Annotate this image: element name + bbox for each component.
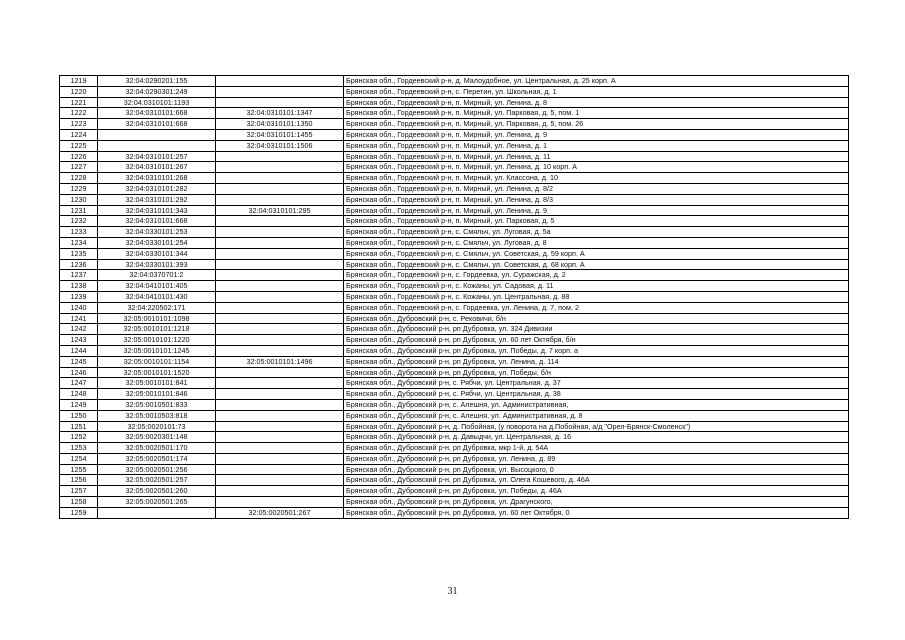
cadastral-number-cell: 32:05:0020501:257 — [98, 475, 216, 486]
row-number-cell: 1250 — [60, 410, 98, 421]
row-number-cell: 1235 — [60, 248, 98, 259]
address-cell: Брянская обл., Гордеевский р-н, п. Мирный, ул. Ленина, д. 9 — [344, 205, 849, 216]
row-number-cell: 1226 — [60, 151, 98, 162]
table-row — [60, 119, 849, 130]
table-row — [60, 324, 849, 335]
table-row — [60, 216, 849, 227]
property-table-body — [60, 76, 849, 519]
linked-cadastral-number-cell — [216, 410, 344, 421]
linked-cadastral-number-cell: 32:04:0310101:1350 — [216, 119, 344, 130]
row-number-cell: 1219 — [60, 76, 98, 87]
table-row — [60, 497, 849, 508]
row-number-cell: 1253 — [60, 443, 98, 454]
table-row — [60, 443, 849, 454]
cadastral-number-cell: 32:05:0010101:846 — [98, 389, 216, 400]
table-row — [60, 389, 849, 400]
address-cell: Брянская обл., Гордеевский р-н, д. Малоудобное, ул. Центральная, д. 25 корп. А — [344, 76, 849, 87]
linked-cadastral-number-cell: 32:04:0310101:295 — [216, 205, 344, 216]
cadastral-number-cell: 32:04:0310101:267 — [98, 162, 216, 173]
row-number-cell: 1239 — [60, 291, 98, 302]
linked-cadastral-number-cell — [216, 324, 344, 335]
linked-cadastral-number-cell — [216, 194, 344, 205]
cadastral-number-cell: 32:05:0020301:148 — [98, 432, 216, 443]
linked-cadastral-number-cell — [216, 335, 344, 346]
address-cell: Брянская обл., Дубровский р-н, с. Алешня, ул. Административная, д. 8 — [344, 410, 849, 421]
table-row — [60, 302, 849, 313]
address-cell: Брянская обл., Гордеевский р-н, п. Мирный, ул. Парковая, д. 5, пом. 1 — [344, 108, 849, 119]
table-row — [60, 270, 849, 281]
table-row — [60, 486, 849, 497]
linked-cadastral-number-cell — [216, 281, 344, 292]
row-number-cell: 1248 — [60, 389, 98, 400]
row-number-cell: 1229 — [60, 183, 98, 194]
row-number-cell: 1256 — [60, 475, 98, 486]
address-cell: Брянская обл., Дубровский р-н, рп Дубровка, ул. Победы, д. 46А — [344, 486, 849, 497]
linked-cadastral-number-cell — [216, 302, 344, 313]
address-cell: Брянская обл., Гордеевский р-н, п. Мирный, ул. Ленина, д. 8/3 — [344, 194, 849, 205]
linked-cadastral-number-cell — [216, 475, 344, 486]
linked-cadastral-number-cell: 32:04:0310101:1347 — [216, 108, 344, 119]
address-cell: Брянская обл., Дубровский р-н, с. Рековичи, б/н — [344, 313, 849, 324]
cadastral-number-cell: 32:04:0310101:268 — [98, 173, 216, 184]
cadastral-number-cell: 32:05:0010101:1245 — [98, 345, 216, 356]
table-row — [60, 76, 849, 87]
linked-cadastral-number-cell — [216, 173, 344, 184]
row-number-cell: 1243 — [60, 335, 98, 346]
cadastral-number-cell: 32:05:0010101:1220 — [98, 335, 216, 346]
row-number-cell: 1228 — [60, 173, 98, 184]
table-row — [60, 356, 849, 367]
address-cell: Брянская обл., Гордеевский р-н, п. Мирный, ул. Ленина, д. 1 — [344, 140, 849, 151]
address-cell: Брянская обл., Гордеевский р-н, п. Мирный, ул. Классона, д. 10 — [344, 173, 849, 184]
row-number-cell: 1245 — [60, 356, 98, 367]
address-cell: Брянская обл., Дубровский р-н, рп Дубровка, ул. Победы, б/н — [344, 367, 849, 378]
row-number-cell: 1242 — [60, 324, 98, 335]
table-row — [60, 453, 849, 464]
table-row — [60, 345, 849, 356]
table-row — [60, 410, 849, 421]
linked-cadastral-number-cell — [216, 453, 344, 464]
table-row — [60, 129, 849, 140]
address-cell: Брянская обл., Дубровский р-н, рп Дубровка, ул. 324 Дивизии — [344, 324, 849, 335]
row-number-cell: 1258 — [60, 497, 98, 508]
linked-cadastral-number-cell: 32:05:0010101:1496 — [216, 356, 344, 367]
table-row — [60, 227, 849, 238]
linked-cadastral-number-cell — [216, 378, 344, 389]
address-cell: Брянская обл., Гордеевский р-н, с. Кожаны, ул. Садовая, д. 11 — [344, 281, 849, 292]
table-row — [60, 259, 849, 270]
address-cell: Брянская обл., Дубровский р-н, с. Рябчи, ул. Центральная, д. 37 — [344, 378, 849, 389]
address-cell: Брянская обл., Дубровский р-н, с. Алешня, ул. Административная, — [344, 399, 849, 410]
cadastral-number-cell: 32:04:220502:171 — [98, 302, 216, 313]
address-cell: Брянская обл., Дубровский р-н, рп Дубровка, ул. Драгунского, — [344, 497, 849, 508]
cadastral-number-cell: 32:04:0290301:249 — [98, 86, 216, 97]
cadastral-number-cell: 32:05:0010101:1154 — [98, 356, 216, 367]
linked-cadastral-number-cell: 32:05:0020501:267 — [216, 507, 344, 518]
linked-cadastral-number-cell — [216, 464, 344, 475]
table-row — [60, 97, 849, 108]
table-row — [60, 291, 849, 302]
row-number-cell: 1221 — [60, 97, 98, 108]
cadastral-number-cell: 32:05:0010101:841 — [98, 378, 216, 389]
cadastral-number-cell: 32:05:0010101:1520 — [98, 367, 216, 378]
table-row — [60, 475, 849, 486]
row-number-cell: 1246 — [60, 367, 98, 378]
row-number-cell: 1247 — [60, 378, 98, 389]
cadastral-number-cell: 32:04:0310101:343 — [98, 205, 216, 216]
cadastral-number-cell: 32:05:0010503:818 — [98, 410, 216, 421]
table-row — [60, 194, 849, 205]
cadastral-number-cell: 32:04:0410101:405 — [98, 281, 216, 292]
address-cell: Брянская обл., Гордеевский р-н, с. Смяльч, ул. Луговая, д. 5а — [344, 227, 849, 238]
linked-cadastral-number-cell — [216, 151, 344, 162]
linked-cadastral-number-cell — [216, 97, 344, 108]
cadastral-number-cell: 32:05:0020101:73 — [98, 421, 216, 432]
address-cell: Брянская обл., Дубровский р-н, рп Дубровка, ул. 60 лет Октября, 0 — [344, 507, 849, 518]
linked-cadastral-number-cell — [216, 270, 344, 281]
cadastral-number-cell: 32:05:0020501:170 — [98, 443, 216, 454]
cadastral-number-cell: 32:05:0010101:1098 — [98, 313, 216, 324]
cadastral-number-cell: 32:04:0310101:257 — [98, 151, 216, 162]
address-cell: Брянская обл., Дубровский р-н, рп Дубровка, мкр 1-й, д. 54А — [344, 443, 849, 454]
table-row — [60, 205, 849, 216]
cadastral-number-cell — [98, 129, 216, 140]
address-cell: Брянская обл., Дубровский р-н, рп Дубровка, ул. Ленина, д. 89 — [344, 453, 849, 464]
linked-cadastral-number-cell — [216, 443, 344, 454]
cadastral-number-cell: 32:04:0370701:2 — [98, 270, 216, 281]
row-number-cell: 1225 — [60, 140, 98, 151]
table-row — [60, 399, 849, 410]
cadastral-number-cell: 32:04:0310101:668 — [98, 119, 216, 130]
cadastral-number-cell: 32:04:0310101:282 — [98, 183, 216, 194]
table-row — [60, 173, 849, 184]
property-table — [59, 75, 849, 519]
linked-cadastral-number-cell — [216, 345, 344, 356]
row-number-cell: 1255 — [60, 464, 98, 475]
linked-cadastral-number-cell — [216, 227, 344, 238]
cadastral-number-cell: 32:05:0010501:833 — [98, 399, 216, 410]
linked-cadastral-number-cell — [216, 497, 344, 508]
table-row — [60, 108, 849, 119]
row-number-cell: 1238 — [60, 281, 98, 292]
linked-cadastral-number-cell — [216, 259, 344, 270]
row-number-cell: 1237 — [60, 270, 98, 281]
row-number-cell: 1223 — [60, 119, 98, 130]
address-cell: Брянская обл., Дубровский р-н, рп Дубровка, ул. Высоцкого, 0 — [344, 464, 849, 475]
cadastral-number-cell: 32:05:0020501:260 — [98, 486, 216, 497]
address-cell: Брянская обл., Гордеевский р-н, п. Мирный, ул. Парковая, д. 5, пом. 26 — [344, 119, 849, 130]
row-number-cell: 1244 — [60, 345, 98, 356]
linked-cadastral-number-cell: 32:04:0310101:1506 — [216, 140, 344, 151]
table-row — [60, 281, 849, 292]
table-row — [60, 432, 849, 443]
row-number-cell: 1222 — [60, 108, 98, 119]
linked-cadastral-number-cell — [216, 486, 344, 497]
linked-cadastral-number-cell — [216, 313, 344, 324]
address-cell: Брянская обл., Дубровский р-н, д. Давыдчи, ул. Центральная, д. 16 — [344, 432, 849, 443]
address-cell: Брянская обл., Гордеевский р-н, п. Мирный, ул. Ленина, д. 9 — [344, 129, 849, 140]
address-cell: Брянская обл., Гордеевский р-н, с. Смяльч, ул. Советская, д. 59 корп. А — [344, 248, 849, 259]
row-number-cell: 1251 — [60, 421, 98, 432]
row-number-cell: 1252 — [60, 432, 98, 443]
linked-cadastral-number-cell — [216, 183, 344, 194]
row-number-cell: 1254 — [60, 453, 98, 464]
address-cell: Брянская обл., Дубровский р-н, рп Дубровка, ул. Олега Кошевого, д. 46А — [344, 475, 849, 486]
cadastral-number-cell: 32:05:0020501:265 — [98, 497, 216, 508]
linked-cadastral-number-cell — [216, 399, 344, 410]
row-number-cell: 1220 — [60, 86, 98, 97]
linked-cadastral-number-cell — [216, 86, 344, 97]
address-cell: Брянская обл., Гордеевский р-н, с. Перетин, ул. Школьная, д. 1 — [344, 86, 849, 97]
cadastral-number-cell: 32:04:0310101:292 — [98, 194, 216, 205]
linked-cadastral-number-cell — [216, 162, 344, 173]
table-row — [60, 248, 849, 259]
table-row — [60, 367, 849, 378]
table-row — [60, 237, 849, 248]
address-cell: Брянская обл., Гордеевский р-н, п. Мирный, ул. Ленина, д. 11 — [344, 151, 849, 162]
cadastral-number-cell: 32:05:0020501:256 — [98, 464, 216, 475]
linked-cadastral-number-cell — [216, 76, 344, 87]
linked-cadastral-number-cell — [216, 367, 344, 378]
address-cell: Брянская обл., Гордеевский р-н, п. Мирный, ул. Парковая, д. 5 — [344, 216, 849, 227]
linked-cadastral-number-cell — [216, 421, 344, 432]
cadastral-number-cell: 32:04:0290201:155 — [98, 76, 216, 87]
cadastral-number-cell: 32:04:0330101:344 — [98, 248, 216, 259]
cadastral-number-cell: 32:04:0330101:254 — [98, 237, 216, 248]
row-number-cell: 1232 — [60, 216, 98, 227]
table-row — [60, 464, 849, 475]
cadastral-number-cell — [98, 140, 216, 151]
address-cell: Брянская обл., Гордеевский р-н, с. Кожаны, ул. Центральная, д. 88 — [344, 291, 849, 302]
cadastral-number-cell: 32:04:0310101:668 — [98, 216, 216, 227]
table-row — [60, 151, 849, 162]
cadastral-number-cell: 32:04:0310101:1193 — [98, 97, 216, 108]
row-number-cell: 1257 — [60, 486, 98, 497]
address-cell: Брянская обл., Гордеевский р-н, с. Смяльч, ул. Советская, д. 68 корп. А — [344, 259, 849, 270]
address-cell: Брянская обл., Гордеевский р-н, с. Гордеевка, ул. Ленина, д. 7, пом. 2 — [344, 302, 849, 313]
address-cell: Брянская обл., Гордеевский р-н, п. Мирный, ул. Ленина, д. 10 корп. А — [344, 162, 849, 173]
linked-cadastral-number-cell — [216, 237, 344, 248]
cadastral-number-cell — [98, 507, 216, 518]
address-cell: Брянская обл., Дубровский р-н, рп Дубровка, ул. 60 лет Октября, б/н — [344, 335, 849, 346]
address-cell: Брянская обл., Гордеевский р-н, с. Гордеевка, ул. Суражская, д. 2 — [344, 270, 849, 281]
table-row — [60, 335, 849, 346]
row-number-cell: 1224 — [60, 129, 98, 140]
table-row — [60, 421, 849, 432]
table-row — [60, 313, 849, 324]
linked-cadastral-number-cell: 32:04:0310101:1455 — [216, 129, 344, 140]
linked-cadastral-number-cell — [216, 389, 344, 400]
row-number-cell: 1240 — [60, 302, 98, 313]
row-number-cell: 1236 — [60, 259, 98, 270]
row-number-cell: 1241 — [60, 313, 98, 324]
address-cell: Брянская обл., Гордеевский р-н, с. Смяльч, ул. Луговая, д. 8 — [344, 237, 849, 248]
linked-cadastral-number-cell — [216, 216, 344, 227]
cadastral-number-cell: 32:05:0020501:174 — [98, 453, 216, 464]
address-cell: Брянская обл., Дубровский р-н, с. Рябчи, ул. Центральная, д. 38 — [344, 389, 849, 400]
cadastral-number-cell: 32:04:0330101:393 — [98, 259, 216, 270]
table-row — [60, 86, 849, 97]
address-cell: Брянская обл., Гордеевский р-н, п. Мирный, ул. Ленина, д. 8/2 — [344, 183, 849, 194]
row-number-cell: 1234 — [60, 237, 98, 248]
linked-cadastral-number-cell — [216, 248, 344, 259]
table-row — [60, 140, 849, 151]
table-row — [60, 507, 849, 518]
page-number: 31 — [447, 586, 458, 597]
row-number-cell: 1233 — [60, 227, 98, 238]
address-cell: Брянская обл., Дубровский р-н, д. Побойная, (у поворота на д.Побойная, а/д "Орел-Брянск-Смоленск") — [344, 421, 849, 432]
address-cell: Брянская обл., Дубровский р-н, рп Дубровка, ул. Ленина, д. 114 — [344, 356, 849, 367]
row-number-cell: 1249 — [60, 399, 98, 410]
cadastral-number-cell: 32:04:0310101:668 — [98, 108, 216, 119]
linked-cadastral-number-cell — [216, 432, 344, 443]
address-cell: Брянская обл., Гордеевский р-н, п. Мирный, ул. Ленина, д. 8 — [344, 97, 849, 108]
row-number-cell: 1259 — [60, 507, 98, 518]
address-cell: Брянская обл., Дубровский р-н, рп Дубровка, ул. Победы, д. 7 корп. а — [344, 345, 849, 356]
cadastral-number-cell: 32:04:0410101:430 — [98, 291, 216, 302]
cadastral-number-cell: 32:04:0330101:253 — [98, 227, 216, 238]
row-number-cell: 1227 — [60, 162, 98, 173]
table-row — [60, 378, 849, 389]
linked-cadastral-number-cell — [216, 291, 344, 302]
cadastral-number-cell: 32:05:0010101:1218 — [98, 324, 216, 335]
row-number-cell: 1230 — [60, 194, 98, 205]
row-number-cell: 1231 — [60, 205, 98, 216]
table-row — [60, 183, 849, 194]
table-row — [60, 162, 849, 173]
